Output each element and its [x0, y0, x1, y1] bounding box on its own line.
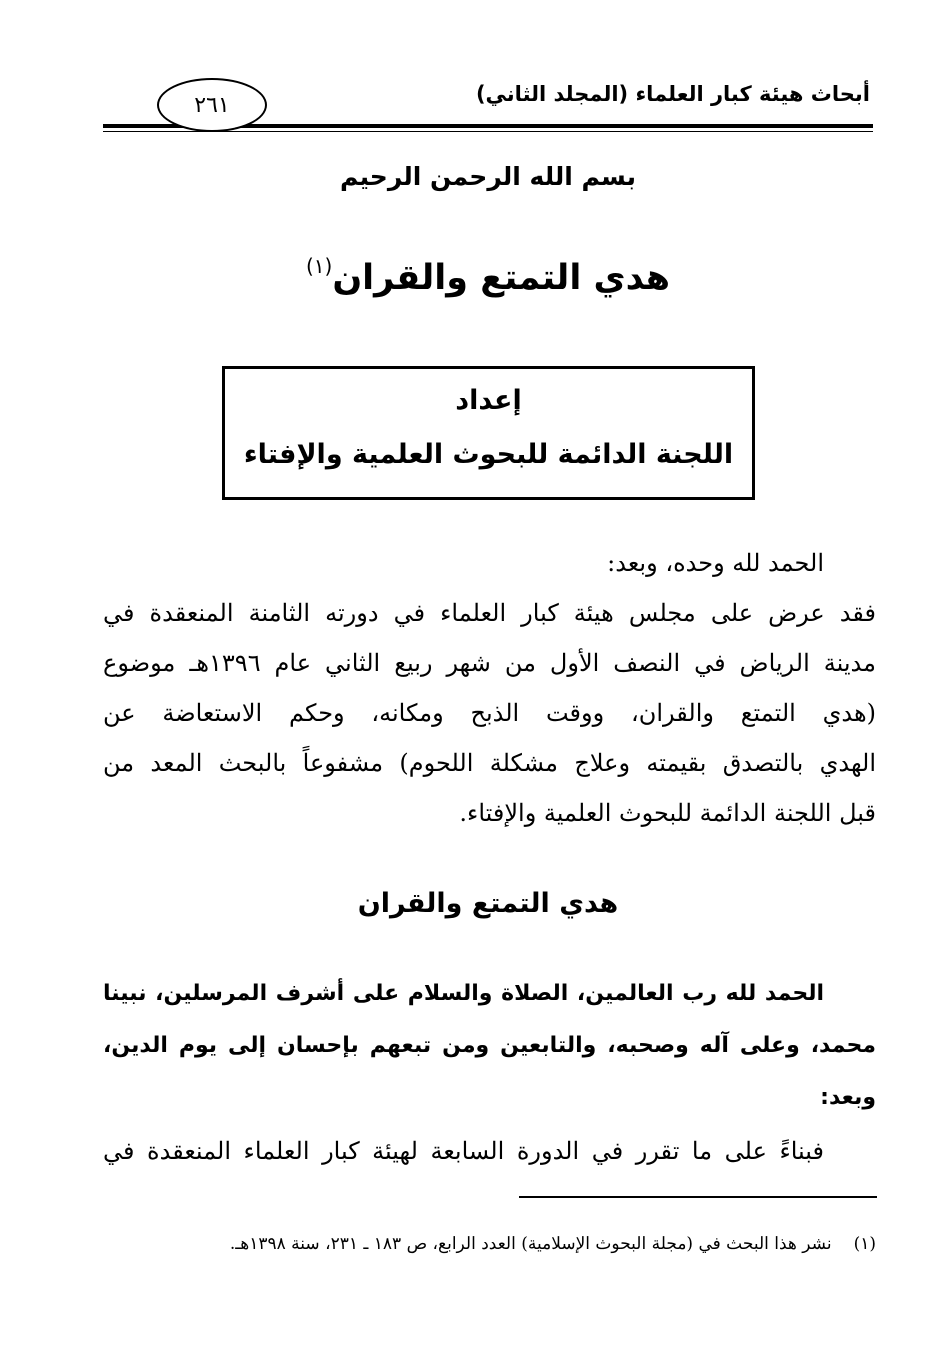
intro-line: فقد عرض على مجلس هيئة كبار العلماء في دورته الثامنة المنعقدة في — [103, 599, 876, 627]
footnote — [230, 1234, 876, 1254]
opening-line: الحمد لله رب العالمين، الصلاة والسلام على أشرف المرسلين، نبينا — [103, 981, 824, 1006]
footnote-marker: (١) — [853, 1234, 876, 1254]
page-title — [103, 254, 873, 298]
prepared-by-box — [222, 366, 755, 500]
title-footnote-ref: (١) — [305, 254, 333, 278]
section-heading: هدي التمتع والقران — [357, 888, 619, 919]
intro-line: (هدي التمتع والقران، ووقت الذبح ومكانه، وحكم الاستعاضة عن — [103, 699, 876, 727]
intro-line: قبل اللجنة الدائمة للبحوث العلمية والإفتاء. — [459, 799, 876, 827]
footnote-text: نشر هذا البحث في (مجلة البحوث الإسلامية) العدد الرابع، ص ١٨٣ ـ ٢٣١، سنة ١٣٩٨هـ. — [229, 1234, 832, 1254]
basmala: بسم الله الرحمن الرحيم — [340, 162, 636, 191]
page-title-text: هدي التمتع والقران — [332, 258, 671, 298]
opening-line: محمد، وعلى آله وصحبه، والتابعين ومن تبعهم بإحسان إلى يوم الدين، — [103, 1033, 876, 1058]
committee-name: اللجنة الدائمة للبحوث العلمية والإفتاء — [243, 439, 734, 470]
continuing-line: فبناءً على ما تقرر في الدورة السابعة لهيئة كبار العلماء المنعقدة في — [103, 1137, 825, 1165]
intro-line: مدينة الرياض في النصف الأول من شهر ربيع الثاني عام ١٣٩٦هـ موضوع — [103, 649, 876, 677]
opening-line: وبعد: — [820, 1085, 876, 1110]
opening-paragraph — [103, 968, 876, 1124]
page-number-badge: ٢٦١ — [157, 78, 267, 132]
footnote-separator — [519, 1196, 877, 1198]
running-header-title: أبحاث هيئة كبار العلماء (المجلد الثاني) — [475, 82, 870, 106]
intro-line: الهدي بالتصدق بقيمته وعلاج مشكلة اللحوم) مشفوعاً بالبحث المعد من — [103, 749, 876, 777]
intro-paragraph — [103, 538, 876, 838]
continuing-paragraph — [103, 1126, 876, 1176]
intro-line: الحمد لله وحده، وبعد: — [607, 549, 824, 577]
prepared-by-label: إعداد — [455, 385, 522, 416]
